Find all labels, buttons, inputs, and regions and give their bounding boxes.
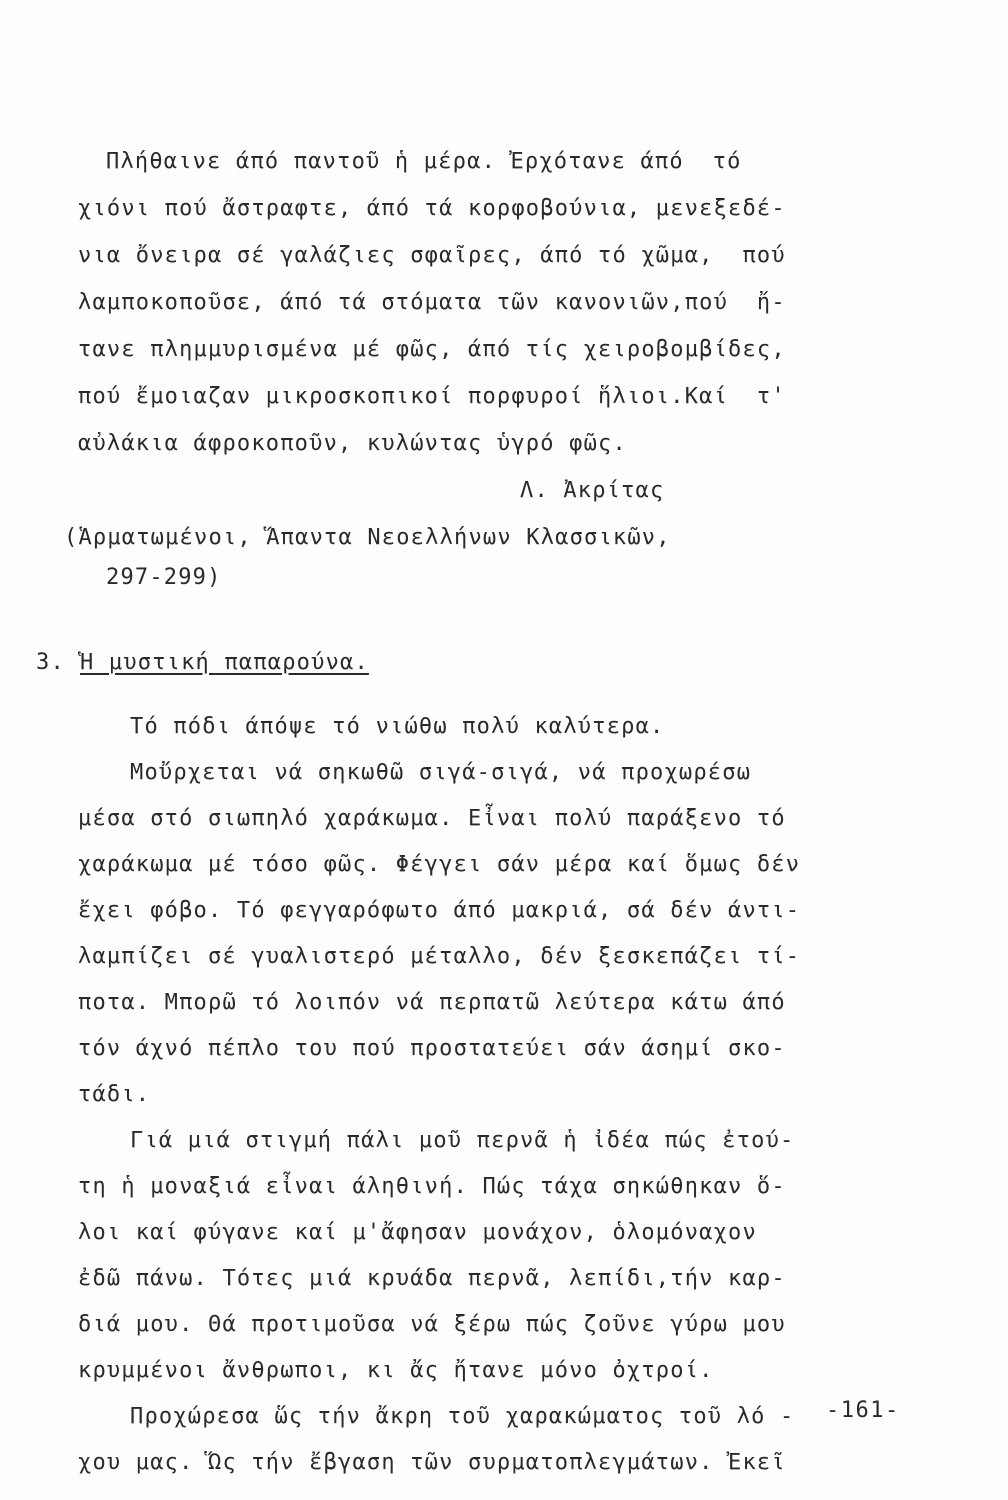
poem-line: λαμποκοποῦσε, άπό τά στόματα τῶν κανονιῶν,πού ἤ- bbox=[78, 290, 786, 315]
body-line: χαράκωμα μέ τόσο φῶς. Φέγγει σάν μέρα καί ὅμως δέν bbox=[78, 852, 801, 877]
section-title: Ἡ μυστική παπαρούνα. bbox=[80, 650, 369, 675]
body-line: ποτα. Μπορῶ τό λοιπόν νά περπατῶ λεύτερα κάτω άπό bbox=[78, 990, 786, 1015]
body-line: Προχώρεσα ὥς τήν ἄκρη τοῦ χαρακώματος τοῦ λό - bbox=[130, 1404, 795, 1429]
poem-line: Πλήθαινε άπό παντοῦ ἡ μέρα. Ἐρχότανε άπό τό bbox=[106, 149, 742, 174]
poem-source: (Ἁρματωμένοι, Ἅπαντα Νεοελλήνων Κλασσικῶν, bbox=[64, 525, 671, 550]
section-number: 3. bbox=[36, 650, 65, 675]
poem-line: νια ὄνειρα σέ γαλάζιες σφαῖρες, άπό τό χῶμα, πού bbox=[78, 243, 786, 268]
body-line: Γιά μιά στιγμή πάλι μοῦ περνᾶ ἡ ἰδέα πώς ἐτού- bbox=[130, 1128, 795, 1153]
poem-line: τανε πλημμυρισμένα μέ φῶς, άπό τίς χειροβομβίδες, bbox=[78, 337, 786, 362]
body-line: τη ἡ μοναξιά εἶναι άληθινή. Πώς τάχα σηκώθηκαν ὅ- bbox=[78, 1174, 786, 1199]
body-line: τόν άχνό πέπλο του πού προστατεύει σάν άσημί σκο- bbox=[78, 1036, 786, 1061]
poem-author: Λ. Ἀκρίτας bbox=[520, 478, 665, 503]
body-line: τάδι. bbox=[78, 1082, 151, 1107]
body-line: ἔχει φόβο. Τό φεγγαρόφωτο άπό μακριά, σά δέν άντι- bbox=[78, 898, 801, 923]
body-line: διά μου. Θά προτιμοῦσα νά ξέρω πώς ζοῦνε γύρω μου bbox=[78, 1312, 786, 1337]
poem-source-pages: 297-299) bbox=[106, 565, 222, 590]
poem-line: χιόνι πού ἄστραφτε, άπό τά κορφοβούνια, μενεξεδέ- bbox=[78, 196, 786, 221]
body-line: κρυμμένοι ἄνθρωποι, κι ἄς ἤτανε μόνο ὀχτροί. bbox=[78, 1358, 714, 1383]
page-number: -161- bbox=[826, 1398, 900, 1423]
body-line: μέσα στό σιωπηλό χαράκωμα. Εἶναι πολύ παράξενο τό bbox=[78, 806, 786, 831]
body-line: λαμπίζει σέ γυαλιστερό μέταλλο, δέν ξεσκεπάζει τί- bbox=[78, 944, 801, 969]
body-line: λοι καί φύγανε καί μ'ἄφησαν μονάχον, ὁλομόναχον bbox=[78, 1220, 757, 1245]
poem-line: αὐλάκια άφροκοποῦν, κυλώντας ὑγρό φῶς. bbox=[78, 431, 627, 456]
poem-line: πού ἔμοιαζαν μικροσκοπικοί πορφυροί ἥλιοι.Καί τ' bbox=[78, 384, 786, 409]
body-line: ἐδῶ πάνω. Τότες μιά κρυάδα περνᾶ, λεπίδι,τήν καρ- bbox=[78, 1266, 786, 1291]
body-line: Τό πόδι άπόψε τό νιώθω πολύ καλύτερα. bbox=[130, 714, 665, 739]
body-line: χου μας. Ὥς τήν ἔβγαση τῶν συρματοπλεγμάτων. Ἐκεῖ bbox=[78, 1450, 786, 1475]
body-line: Μοὔρχεται νά σηκωθῶ σιγά-σιγά, νά προχωρέσω bbox=[130, 760, 752, 785]
